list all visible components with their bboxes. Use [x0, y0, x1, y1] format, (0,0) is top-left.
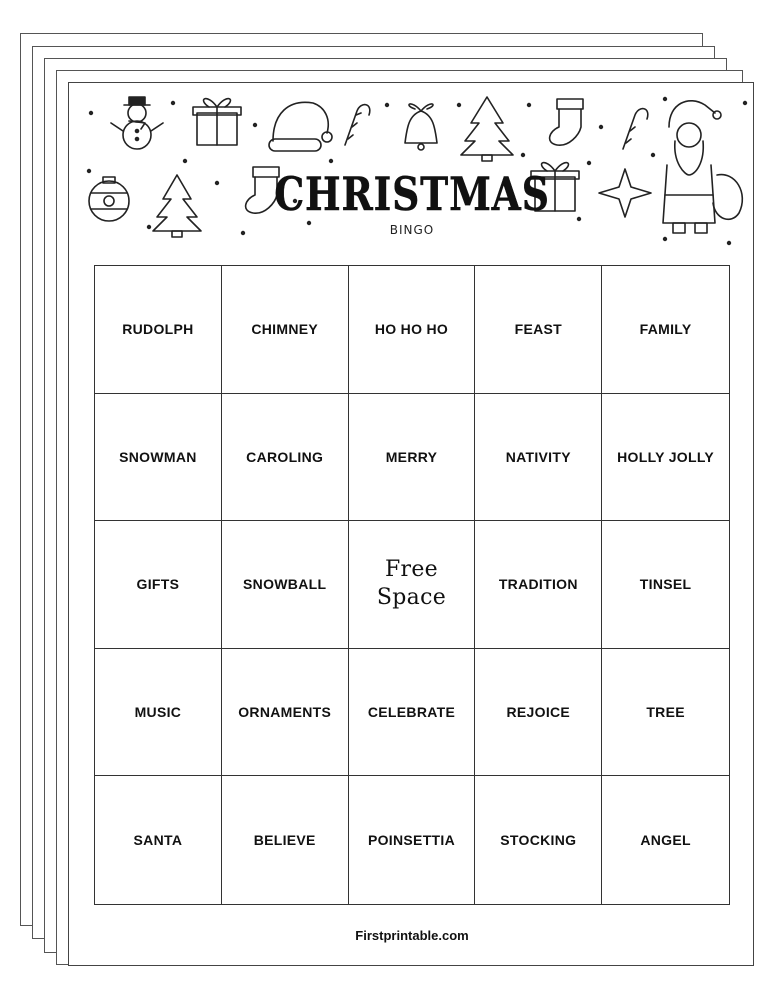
bingo-cell: SNOWBALL [222, 521, 349, 649]
bingo-cell: CAROLING [222, 394, 349, 522]
christmas-tree-icon [461, 97, 513, 161]
bingo-card [68, 82, 754, 966]
bingo-cell: SNOWMAN [95, 394, 222, 522]
bingo-cell: RUDOLPH [95, 266, 222, 394]
ornament-icon [89, 177, 129, 221]
bingo-cell: ANGEL [640, 832, 691, 849]
free-space-cell [349, 521, 476, 649]
bingo-cell: HO HO HO [349, 266, 476, 394]
bingo-cell: REJOICE [475, 649, 602, 777]
candy-cane-icon [345, 105, 370, 145]
bell-icon [405, 104, 437, 150]
bingo-cell: TREE [602, 649, 729, 777]
bingo-cell: FAMILY [602, 266, 729, 394]
bingo-cell: TRADITION [475, 521, 602, 649]
bingo-cell: FEAST [475, 266, 602, 394]
bingo-cell: HOLLY JOLLY [602, 394, 729, 522]
bingo-cell: NATIVITY [475, 394, 602, 522]
footer-credit: Firstprintable.com [355, 928, 469, 943]
free-space-line-1: Free [384, 557, 438, 583]
bingo-cell: CHIMNEY [222, 266, 349, 394]
bingo-cell: SANTA [95, 776, 222, 904]
santa-hat-icon [269, 102, 332, 151]
candy-cane-icon [623, 109, 648, 149]
gift-icon [193, 99, 241, 145]
bingo-cell: ORNAMENTS [222, 649, 349, 777]
bingo-cell: MERRY [349, 394, 476, 522]
bingo-grid [94, 265, 730, 905]
snowman-icon [111, 97, 163, 149]
free-space-line-2: Space [376, 585, 447, 611]
page-title: CHRISTMAS [274, 167, 550, 221]
page-subtitle: BINGO [389, 223, 435, 237]
bingo-cell: MUSIC [95, 649, 222, 777]
bingo-cell: CELEBRATE [349, 649, 476, 777]
bingo-cell: TINSEL [602, 521, 729, 649]
stocking-icon [550, 99, 583, 145]
bingo-cell: STOCKING [475, 776, 602, 904]
bingo-cell: BELIEVE [222, 776, 349, 904]
bingo-cell: POINSETTIA [349, 776, 476, 904]
bingo-cell: GIFTS [95, 521, 222, 649]
